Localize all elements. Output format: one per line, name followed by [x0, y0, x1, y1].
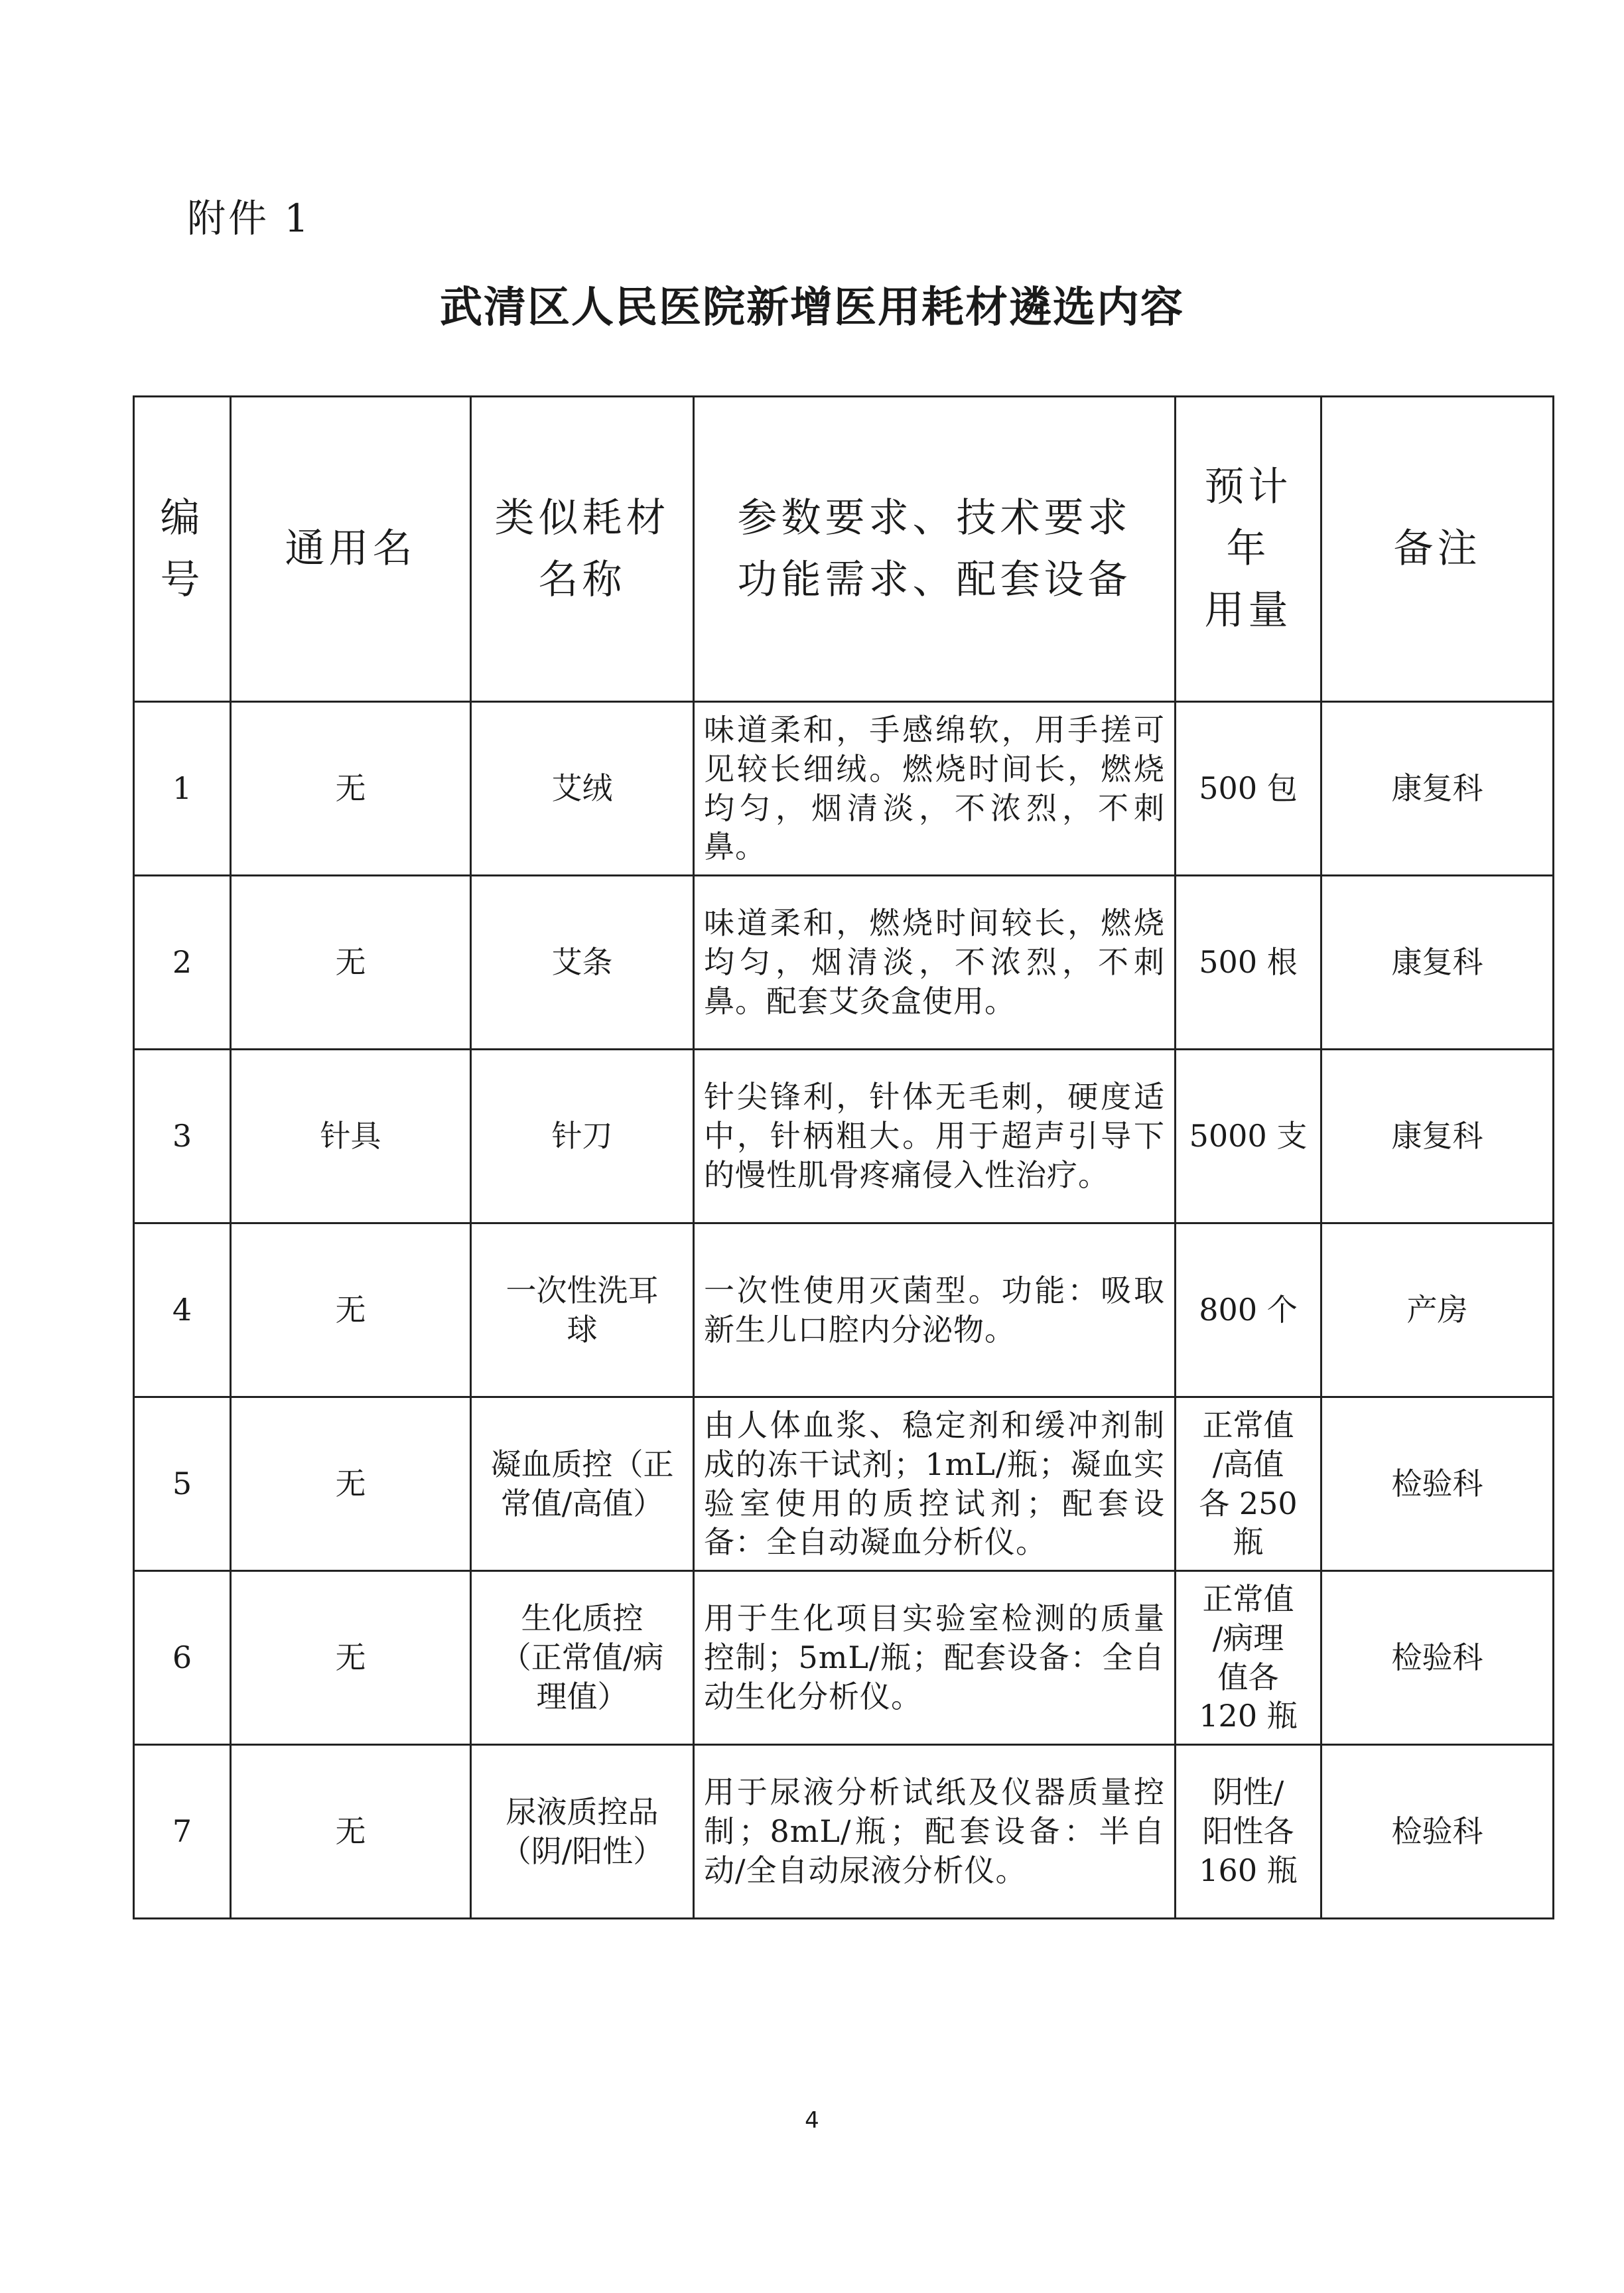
cell-annual-usage: 5000 支 — [1176, 1050, 1321, 1223]
table-row — [134, 1571, 1554, 1745]
document-title: 武清区人民医院新增医用耗材遴选内容 — [440, 283, 1184, 332]
cell-no: 3 — [134, 1050, 231, 1223]
cell-remark: 检验科 — [1321, 1397, 1554, 1571]
cell-remark: 康复科 — [1321, 702, 1554, 876]
cell-similar-name: 生化质控 （正常值/病 理值） — [471, 1571, 694, 1745]
table-row — [134, 876, 1554, 1050]
table-row — [134, 1397, 1554, 1571]
cell-generic-name: 针具 — [231, 1050, 471, 1223]
cell-annual-usage: 500 根 — [1176, 876, 1321, 1050]
cell-requirements: 一次性使用灭菌型。功能：吸取新生儿口腔内分泌物。 — [694, 1223, 1176, 1397]
consumables-table — [133, 395, 1554, 1919]
cell-annual-usage: 正常值 /病理 值各 120 瓶 — [1176, 1571, 1321, 1745]
header-similar-name: 类似耗材 名称 — [471, 397, 694, 702]
cell-remark: 产房 — [1321, 1223, 1554, 1397]
cell-requirements: 味道柔和，手感绵软，用手搓可见较长细绒。燃烧时间长，燃烧均匀，烟清淡，不浓烈，不刺鼻。 — [694, 702, 1176, 876]
cell-remark: 康复科 — [1321, 876, 1554, 1050]
cell-similar-name: 尿液质控品 （阴/阳性） — [471, 1745, 694, 1919]
cell-similar-name: 凝血质控（正 常值/高值） — [471, 1397, 694, 1571]
cell-annual-usage: 800 个 — [1176, 1223, 1321, 1397]
cell-similar-name: 艾条 — [471, 876, 694, 1050]
cell-generic-name: 无 — [231, 1223, 471, 1397]
cell-generic-name: 无 — [231, 1571, 471, 1745]
cell-requirements: 由人体血浆、稳定剂和缓冲剂制成的冻干试剂；1mL/瓶；凝血实验室使用的质控试剂；配套设备：全自动凝血分析仪。 — [694, 1397, 1176, 1571]
cell-annual-usage: 阴性/ 阳性各 160 瓶 — [1176, 1745, 1321, 1919]
header-annual-usage: 预计 年 用量 — [1176, 397, 1321, 702]
cell-similar-name: 一次性洗耳 球 — [471, 1223, 694, 1397]
cell-generic-name: 无 — [231, 1745, 471, 1919]
cell-no: 5 — [134, 1397, 231, 1571]
cell-similar-name: 艾绒 — [471, 702, 694, 876]
cell-requirements: 用于生化项目实验室检测的质量控制；5mL/瓶；配套设备：全自动生化分析仪。 — [694, 1571, 1176, 1745]
cell-no: 6 — [134, 1571, 231, 1745]
cell-remark: 检验科 — [1321, 1571, 1554, 1745]
cell-generic-name: 无 — [231, 1397, 471, 1571]
cell-requirements: 味道柔和，燃烧时间较长，燃烧均匀，烟清淡，不浓烈，不刺鼻。配套艾灸盒使用。 — [694, 876, 1176, 1050]
header-generic-name: 通用名 — [231, 397, 471, 702]
table-row — [134, 1050, 1554, 1223]
header-no: 编 号 — [134, 397, 231, 702]
cell-remark: 检验科 — [1321, 1745, 1554, 1919]
cell-generic-name: 无 — [231, 876, 471, 1050]
table-row — [134, 1223, 1554, 1397]
cell-similar-name: 针刀 — [471, 1050, 694, 1223]
table-row — [134, 702, 1554, 876]
cell-no: 2 — [134, 876, 231, 1050]
page-number: 4 — [805, 2107, 819, 2134]
attachment-label: 附件 1 — [187, 196, 312, 241]
table-row — [134, 1745, 1554, 1919]
cell-no: 1 — [134, 702, 231, 876]
cell-no: 4 — [134, 1223, 231, 1397]
cell-generic-name: 无 — [231, 702, 471, 876]
cell-no: 7 — [134, 1745, 231, 1919]
cell-requirements: 针尖锋利，针体无毛刺，硬度适中，针柄粗大。用于超声引导下的慢性肌骨疼痛侵入性治疗。 — [694, 1050, 1176, 1223]
header-remark: 备注 — [1321, 397, 1554, 702]
cell-annual-usage: 正常值 /高值 各 250 瓶 — [1176, 1397, 1321, 1571]
cell-requirements: 用于尿液分析试纸及仪器质量控制；8mL/瓶；配套设备：半自动/全自动尿液分析仪。 — [694, 1745, 1176, 1919]
cell-remark: 康复科 — [1321, 1050, 1554, 1223]
cell-annual-usage: 500 包 — [1176, 702, 1321, 876]
table-header-row — [134, 397, 1554, 702]
header-requirements: 参数要求、技术要求 功能需求、配套设备 — [694, 397, 1176, 702]
